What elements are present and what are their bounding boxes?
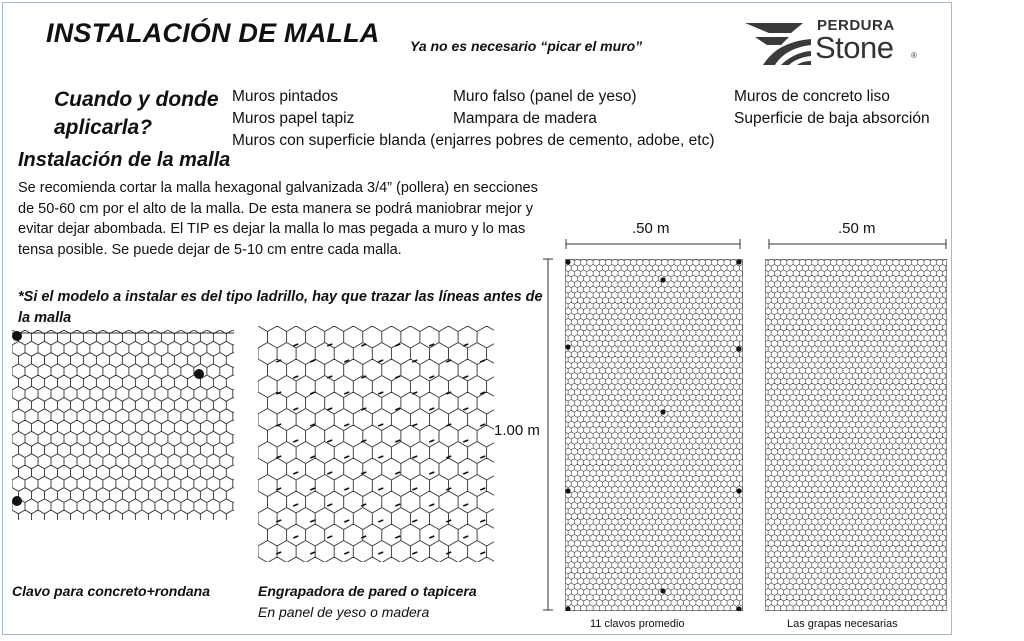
staple-icon: [412, 488, 417, 490]
nail-marker: [565, 259, 570, 264]
staple-icon: [463, 344, 468, 346]
staple-icon: [361, 472, 366, 474]
mesh-pattern: [765, 259, 947, 611]
staple-icon: [446, 392, 451, 394]
nail-marker: [736, 346, 741, 351]
staple-icon: [480, 520, 485, 522]
staple-icon: [429, 472, 434, 474]
staple-icon: [310, 552, 315, 554]
nail-marker: [660, 588, 665, 593]
staple-icon: [378, 520, 383, 522]
staple-icon: [429, 504, 434, 506]
staple-icon: [327, 504, 332, 506]
right-panel-width-label: .50 m: [838, 220, 876, 237]
staple-subcaption: En panel de yeso o madera: [258, 604, 430, 620]
nail-caption: Clavo para concreto+rondana: [12, 583, 211, 599]
staple-icon: [429, 440, 434, 442]
application-item: Mampara de madera: [453, 110, 597, 127]
application-heading: Cuando y donde aplicarla?: [54, 88, 219, 139]
staple-icon: [310, 392, 315, 394]
logo-registered-mark: ®: [911, 51, 917, 60]
staple-icon: [446, 456, 451, 458]
staple-icon: [446, 488, 451, 490]
mesh-pattern: [258, 326, 494, 562]
mesh-pattern: [12, 330, 234, 520]
staple-caption: Engrapadora de pared o tapicera: [258, 583, 477, 599]
installation-note: *Si el modelo a instalar es del tipo ladrillo, hay que trazar las líneas antes de la malla: [18, 289, 543, 326]
staple-icon: [395, 504, 400, 506]
staple-icon: [344, 456, 349, 458]
staple-icon: [293, 440, 298, 442]
nail-marker: [565, 606, 570, 611]
staple-icon: [293, 376, 298, 378]
staple-icon: [480, 360, 485, 362]
staple-icon: [412, 424, 417, 426]
staple-icon: [412, 392, 417, 394]
staple-icon: [395, 344, 400, 346]
staple-icon: [463, 408, 468, 410]
application-item: Muros de concreto liso: [734, 88, 890, 105]
staple-icon: [463, 504, 468, 506]
right-mesh-panel: [765, 259, 947, 611]
staple-icon: [361, 440, 366, 442]
application-item: Superficie de baja absorción: [734, 110, 930, 127]
page-title: INSTALACIÓN DE MALLA: [46, 18, 380, 48]
application-item: Muros pintados: [232, 88, 338, 105]
staple-icon: [344, 424, 349, 426]
staple-icon: [378, 552, 383, 554]
nail-marker: [565, 488, 570, 493]
staple-icon: [344, 552, 349, 554]
logo-line1: PERDURA: [817, 17, 895, 34]
mesh-pattern: [565, 259, 743, 611]
left-mesh-panel: [565, 259, 743, 611]
panel-outline: [766, 260, 947, 611]
staple-icon: [310, 360, 315, 362]
staple-icon: [310, 520, 315, 522]
staple-icon: [463, 536, 468, 538]
left-panel-width-label: .50 m: [632, 220, 670, 237]
staple-icon: [344, 392, 349, 394]
logo-line2: Stone: [815, 30, 894, 65]
staple-mesh-figure: [258, 326, 494, 562]
staple-icon: [344, 520, 349, 522]
nail-marker: [660, 277, 665, 282]
nail-icon: [12, 331, 22, 341]
staple-icon: [361, 536, 366, 538]
nail-mesh-figure: [12, 330, 234, 520]
tagline: Ya no es necesario “picar el muro”: [410, 38, 643, 54]
nail-icon: [12, 496, 22, 506]
installation-heading: Instalación de la malla: [18, 149, 231, 171]
staple-icon: [429, 376, 434, 378]
installation-paragraph: Se recomienda cortar la malla hexagonal galvanizada 3/4” (pollera) en secciones de 50-60 cm por el alto de la malla. De esta manera se podrá maniobrar mejor y evitar dejar abombada. El TIP es dejar la malla lo mas pegada a muro y lo mas tensa posible. Se puede dejar de 5-10 cm entre cada malla.: [18, 180, 538, 258]
application-item: Muros con superficie blanda (enjarres pobres de cemento, adobe, etc): [232, 132, 715, 149]
staple-icon: [480, 456, 485, 458]
staple-icon: [327, 440, 332, 442]
staple-icon: [378, 488, 383, 490]
staple-icon: [276, 360, 281, 362]
staple-icon: [293, 344, 298, 346]
staple-icon: [293, 472, 298, 474]
staple-icon: [361, 344, 366, 346]
nail-marker: [736, 259, 741, 264]
staple-icon: [429, 536, 434, 538]
staple-icon: [327, 536, 332, 538]
staple-icon: [463, 440, 468, 442]
staple-icon: [293, 504, 298, 506]
brand-logo: [745, 17, 925, 67]
staple-icon: [446, 520, 451, 522]
staple-icon: [480, 552, 485, 554]
application-item: Muro falso (panel de yeso): [453, 88, 637, 105]
panel-outline: [566, 260, 743, 611]
staple-icon: [361, 504, 366, 506]
staple-icon: [327, 472, 332, 474]
staple-icon: [293, 408, 298, 410]
staple-icon: [378, 392, 383, 394]
staple-icon: [293, 536, 298, 538]
staple-icon: [310, 488, 315, 490]
nail-marker: [660, 409, 665, 414]
left-panel-caption: 11 clavos promedio: [590, 618, 685, 630]
staple-icon: [412, 552, 417, 554]
right-panel-caption: Las grapas necesarias: [787, 618, 898, 630]
nail-icon: [194, 369, 204, 379]
staple-icon: [429, 408, 434, 410]
staple-icon: [395, 536, 400, 538]
panel-height-label: 1.00 m: [494, 422, 540, 439]
staple-icon: [463, 472, 468, 474]
nail-marker: [565, 344, 570, 349]
staple-icon: [412, 456, 417, 458]
staple-icon: [310, 456, 315, 458]
staple-icon: [344, 488, 349, 490]
staple-icon: [378, 424, 383, 426]
staple-icon: [463, 376, 468, 378]
staple-icon: [480, 488, 485, 490]
staple-icon: [327, 376, 332, 378]
staple-icon: [395, 376, 400, 378]
staple-icon: [446, 552, 451, 554]
staple-icon: [412, 520, 417, 522]
staple-icon: [378, 456, 383, 458]
staple-icon: [327, 408, 332, 410]
nail-marker: [736, 488, 741, 493]
staple-icon: [395, 472, 400, 474]
staple-icon: [395, 440, 400, 442]
stripes-mark-icon: [745, 19, 815, 67]
nail-marker: [736, 606, 741, 611]
staple-icon: [378, 360, 383, 362]
application-item: Muros papel tapiz: [232, 110, 355, 127]
